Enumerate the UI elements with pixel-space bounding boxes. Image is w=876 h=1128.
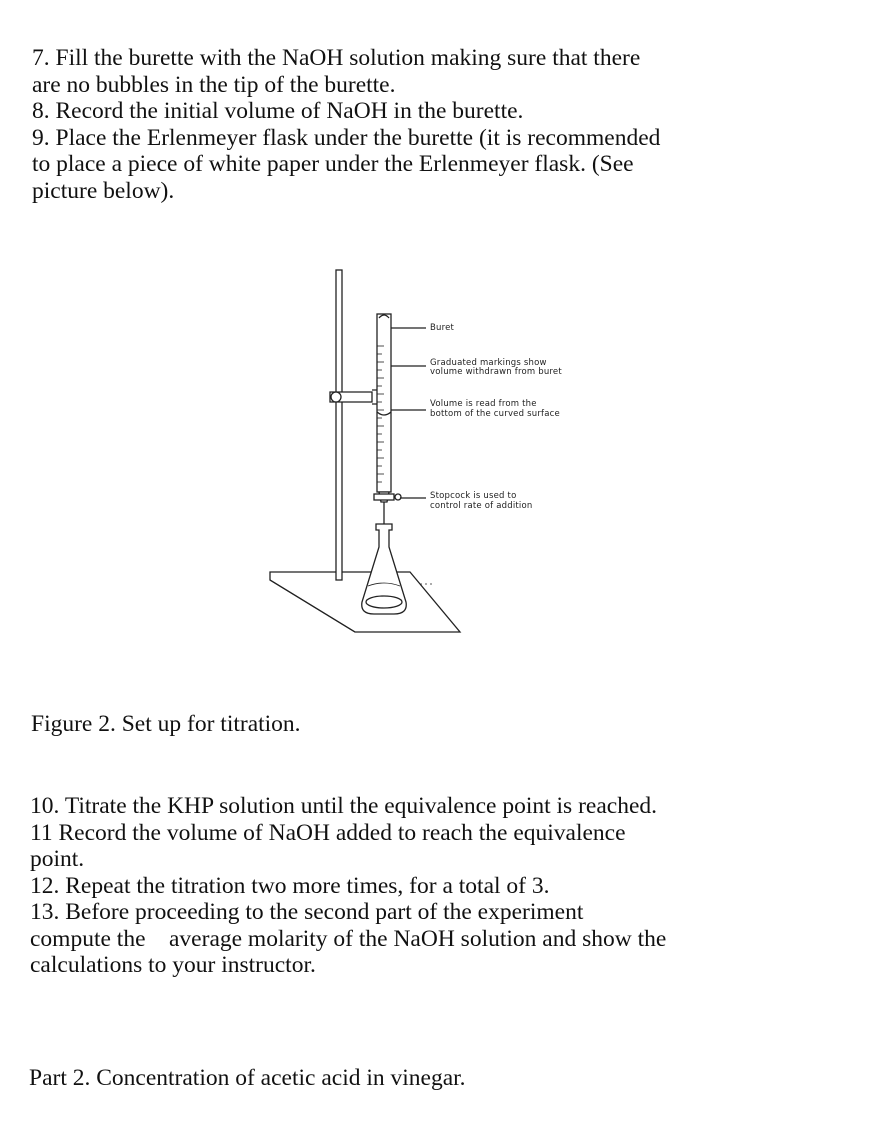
titration-apparatus-drawing <box>260 262 600 642</box>
label-graduated-markings-cont: volume withdrawn from buret <box>430 367 562 377</box>
text-line: 13. Before proceeding to the second part of the experiment <box>30 899 584 925</box>
instructions-steps-10-13 <box>30 793 666 979</box>
text-line: 8. Record the initial volume of NaOH in the burette. <box>32 98 524 124</box>
text-line: 10. Titrate the KHP solution until the equivalence point is reached. <box>30 793 657 819</box>
part2-heading: Part 2. Concentration of acetic acid in vinegar. <box>29 1065 466 1091</box>
text-line: 11 Record the volume of NaOH added to reach the equivalence <box>30 819 626 846</box>
titration-setup-figure <box>260 262 600 642</box>
text-line: picture below). <box>32 177 175 204</box>
instructions-steps-7-9 <box>32 45 660 204</box>
text-line: 7. Fill the burette with the NaOH solution making sure that there <box>32 45 641 71</box>
label-volume-read-cont: bottom of the curved surface <box>430 409 560 419</box>
text-line: are no bubbles in the tip of the burette. <box>32 71 396 98</box>
label-graduated-markings: Graduated markings show <box>430 358 547 368</box>
text-line: 9. Place the Erlenmeyer flask under the burette (it is recommended <box>32 124 661 151</box>
text-line: compute the average molarity of the NaOH solution and show the <box>30 925 667 952</box>
text-line: to place a piece of white paper under the Erlenmeyer flask. (See <box>32 151 634 177</box>
label-buret: Buret <box>430 323 455 333</box>
label-stopcock-cont: control rate of addition <box>430 501 533 511</box>
text-line: point. <box>30 846 85 872</box>
label-stopcock: Stopcock is used to <box>430 491 517 501</box>
text-line: calculations to your instructor. <box>30 952 316 978</box>
text-line: 12. Repeat the titration two more times, for a total of 3. <box>30 872 550 899</box>
figure-caption: Figure 2. Set up for titration. <box>31 711 301 737</box>
label-volume-read: Volume is read from the <box>430 399 537 409</box>
